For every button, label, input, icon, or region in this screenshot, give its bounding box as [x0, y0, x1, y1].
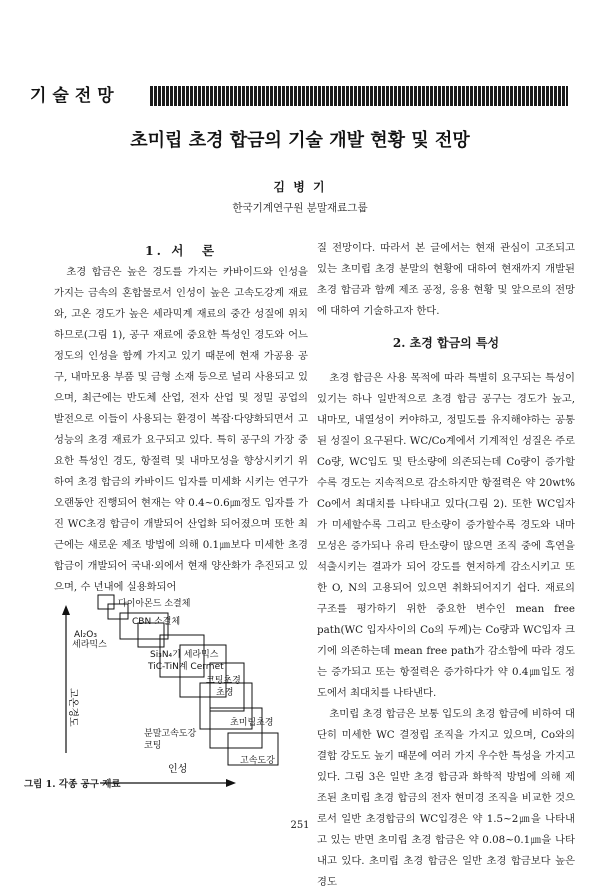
- section1-paragraph: 초경 합금은 높은 경도를 가지는 카바이드와 인성을 가지는 금속의 혼합물로서 인성이 높은 고속도강계 재료와, 고온 경도가 높은 세라믹계 재료의 중간 성질에 위치하므로(그림 1), 공구 재료에 중요한 특성인 경도와 어느 정도의 인성을 함께 가지고 있기 때문에 현재 가공용 공구, 내마모용 부품 및 금형 소재 등으로 널리 사용되고 있으며, 최근에는 반도체 산업, 전자 산업 및 정밀 공업의 발전으로 이들이 사용되는 환경이 복잡·다양화되면서 고성능의 초경 재료가 요구되고 있다. 특히 공구의 가장 중요한 특성인 경도, 항절력 및 내마모성을 향상시키기 위하여 초경 합금의 카바이드 입자를 미세화 시키는 연구가 오랜동안 진행되어 현재는 약 0.4~0.6㎛정도 입자를 가진 WC초경 합금이 개발되어 산업화 되어졌으며 또한 최근에는 새로운 제조 방법에 의해 0.1㎛보다 미세한 초경 합금이 개발되어 국내·외에서 현재 양산화가 추진되고 있으며, 수 년내에 실용화되어: [54, 266, 308, 593]
- label-coated-1: 코팅초경: [206, 676, 241, 686]
- section2-paragraph-2: 초미립 초경 합금은 보통 입도의 초경 합금에 비하여 대단히 미세한 WC 결정립 조직을 가지고 있으며, Co와의 결합 강도도 높기 때문에 여러 가지 우수한 특성을 가지고 있다. 그림 3은 일반 초경 합금과 화학적 방법에 의해 제조된 초미립 초경 합금의 전자 현미경 조직을 비교한 것으로서 일반 초경합금의 WC입경은 약 1.5~2㎛을 나타내고 있는 반면 초미립 초경 합금은 약 0.08~0.1㎛을 나타내고 있다. 초미립 초경 합금은 일반 초경 합금보다 높은 경도: [317, 708, 575, 888]
- pm-hss-box: [210, 708, 262, 748]
- label-al2o3-2: 세라믹스: [72, 640, 107, 650]
- figure-1: [60, 583, 300, 788]
- section-header-band: [30, 84, 568, 108]
- label-diamond: 다이아몬드 소결체: [118, 599, 191, 609]
- section2-heading: 2. 초경 합금의 특성: [392, 336, 500, 350]
- right-column: [317, 238, 575, 893]
- y-axis-label: 고온경도: [67, 688, 78, 727]
- label-cbn: CBN 소결체: [132, 617, 181, 627]
- label-pm-hss-2: 코팅: [144, 741, 162, 751]
- left-column: [54, 262, 308, 598]
- section1-heading: 1. 서 론: [144, 243, 218, 258]
- label-cermet: TiC-TiN계 Cermet: [148, 662, 224, 672]
- author-name: 김 병 기: [273, 180, 327, 194]
- intro-continued: 질 전망이다. 따라서 본 글에서는 현재 관심이 고조되고 있는 초미립 초경 분말의 현황에 대하여 현재까지 개발된 초경 합금과 함께 제조 공정, 응용 현황 및 앞으로의 전망에 대하여 기술하고자 한다.: [317, 242, 575, 317]
- x-axis-label: 인성: [168, 764, 188, 775]
- article-title: 초미립 초경 합금의 기술 개발 현황 및 전망: [130, 130, 470, 151]
- label-coated-2: 초경: [216, 688, 234, 698]
- figure-caption: 그림 1. 각종 공구 재료: [24, 779, 121, 790]
- label-al2o3-1: Al₂O₃: [74, 630, 97, 640]
- diamond-box: [98, 595, 114, 609]
- y-axis-arrowhead: [62, 605, 70, 615]
- tool-materials-diagram: [60, 583, 300, 788]
- label-hss: 고속도강: [240, 756, 275, 766]
- label-si3n4: Si₃N₄기 세라믹스: [150, 650, 219, 660]
- page-number: 251: [290, 820, 310, 831]
- label-pm-hss-1: 분말고속도강: [144, 729, 197, 739]
- label-ultrafine: 초미립초경: [230, 718, 274, 728]
- author-affiliation: 한국기계연구원 분말재료그룹: [232, 202, 368, 214]
- header-hatch-bar: [150, 86, 568, 106]
- x-axis-arrowhead: [226, 779, 236, 787]
- section-label: 기술전망: [30, 86, 120, 106]
- section2-paragraph-1: 초경 합금은 사용 목적에 따라 특별히 요구되는 특성이 있기는 하나 일반적으로 초경 합금 공구는 경도가 높고, 내마모, 내열성이 커야하고, 정밀도를 유지해야하는 공통된 성질이 요구된다. WC/Co계에서 기계적인 성질은 주로 Co량, WC입도 및 탄소량에 의존되는데 Co량이 증가할수록 경도는 지속적으로 감소하지만 항절력은 약 20wt% Co에서 최대치를 나타내고 있다(그림 2). 또한 WC입자가 미세할수록 그리고 탄소량이 증가할수록 경도와 내마모성은 증가되나 유리 탄소량이 많으면 조직 중에 흑연을 석출시키는 결과가 되어 강도를 현저하게 감소시키고 또한 O, N의 고용되어 있으면 취화되어지기 쉽다. 재료의 구조를 평가하기 위한 중요한 변수인 mean free path(WC 입자사이의 Co의 두께)는 Co량과 WC입자 크기에 의존하는데 mean free path가 감소함에 따라 경도는 증가되고 또는 항절력은 증가하다가 약 0.4㎛입도 정도에서 최대치를 나타낸다.: [317, 372, 575, 699]
